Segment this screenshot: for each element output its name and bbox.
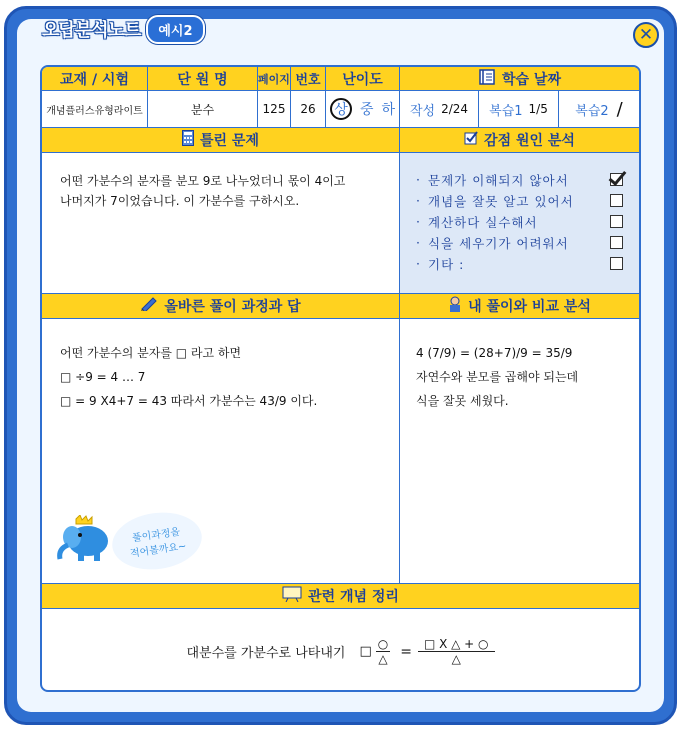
my-solution-label: 내 풀이와 비교 분석: [468, 299, 591, 315]
reason-item[interactable]: · 식을 세우기가 어려워서: [416, 232, 629, 253]
my-solution-area: [400, 319, 639, 584]
related-concepts-label: 관련 개념 정리: [308, 589, 399, 605]
reason-item[interactable]: · 계산하다 실수해서: [416, 211, 629, 232]
written-value[interactable]: 2/24: [441, 102, 469, 116]
wrong-problem-label: 틀린 문제: [200, 133, 259, 149]
problem-line-1: 어떤 가분수의 분자를 분모 9로 나누었더니 몫이 4이고: [60, 174, 346, 188]
check-note-icon: [464, 131, 478, 149]
reason-label: 계산하다 실수해서: [428, 214, 538, 230]
reason-label: 문제가 이해되지 않아서: [428, 172, 569, 188]
reason-checkbox[interactable]: [610, 236, 623, 249]
mine-line-2: 자연수와 분모를 곱해야 되는데: [416, 370, 579, 384]
reason-label: 개념을 잘못 알고 있어서: [428, 193, 574, 209]
result-numerator: □ X △ + ○: [418, 637, 495, 652]
correct-solution-area: [42, 319, 400, 584]
reason-checkbox[interactable]: [610, 215, 623, 228]
section-row-3: [42, 584, 639, 609]
close-button[interactable]: [633, 22, 659, 48]
mine-line-3: 식을 잘못 세웠다.: [416, 394, 509, 408]
reason-label: 기타 :: [428, 256, 465, 272]
my-solution-header: [400, 294, 639, 319]
header-page: 페이지: [258, 67, 291, 91]
correct-line-1: 어떤 가분수의 분자를 □ 라고 하면: [60, 346, 242, 360]
section-row-1: [42, 128, 639, 153]
review2-label: 복습2: [575, 103, 609, 119]
bubble-line-2: 적어볼까요~: [129, 541, 188, 560]
result-denominator: △: [451, 652, 461, 666]
related-concepts-header: [42, 584, 639, 609]
reason-item[interactable]: · 문제가 이해되지 않아서: [416, 169, 629, 190]
problem-text-area: [42, 153, 400, 294]
page-value[interactable]: 125: [258, 91, 291, 128]
correct-line-3: □ = 9 X4+7 = 43 따라서 가분수는 43/9 이다.: [60, 394, 318, 408]
difficulty-options: [326, 91, 400, 128]
improper-fraction: [418, 637, 495, 666]
review1-label: 복습1: [489, 103, 523, 119]
concept-whole: □: [359, 644, 372, 659]
header-number: 번호: [291, 67, 326, 91]
header-textbook: 교재 / 시험: [42, 67, 148, 91]
reason-item[interactable]: · 기타 :: [416, 253, 629, 274]
written-label: 작성: [409, 103, 436, 119]
header-row: [42, 67, 639, 91]
header-difficulty: 난이도: [326, 67, 400, 91]
concept-row: [42, 609, 639, 692]
correct-solution-label: 올바른 풀이 과정과 답: [164, 299, 301, 315]
info-row: [42, 91, 639, 128]
deduction-reason-label: 감점 원인 분석: [484, 133, 575, 149]
unit-value[interactable]: 분수: [148, 91, 258, 128]
wrong-problem-header: [42, 128, 400, 153]
correct-solution-header: [42, 294, 400, 319]
study-date-label: 학습 날짜: [502, 71, 561, 88]
difficulty-low[interactable]: 하: [381, 102, 395, 118]
notebook-icon: [478, 69, 496, 89]
written-date: [400, 91, 479, 128]
reason-checkbox[interactable]: [610, 257, 623, 270]
review1-date: [479, 91, 559, 128]
reason-checkbox[interactable]: [610, 194, 623, 207]
problem-row: [42, 153, 639, 294]
board-icon: [282, 586, 302, 606]
example-badge: 예시2: [146, 15, 204, 44]
review2-date: [559, 91, 639, 128]
bubble-line-1: 풀이과정을: [131, 526, 181, 545]
close-icon: ✕: [638, 24, 654, 45]
speech-bubble: [109, 507, 206, 575]
concept-text: 대분수를 가분수로 나타내기: [186, 646, 346, 661]
note-sheet: [40, 65, 641, 692]
concept-equals: =: [400, 643, 412, 660]
window-title: [42, 14, 205, 44]
problem-line-2: 나머지가 7이었습니다. 이 가분수를 구하시오.: [60, 194, 300, 208]
mine-line-1: 4 (7/9) = (28+7)/9 = 35/9: [416, 346, 573, 360]
reason-checkbox[interactable]: [610, 173, 623, 186]
header-unit: 단 원 명: [148, 67, 258, 91]
reason-list: [400, 153, 639, 294]
elephant-mascot-icon: [56, 515, 112, 569]
review1-value[interactable]: 1/5: [528, 102, 548, 116]
deduction-reason-header: [400, 128, 639, 153]
solution-row: [42, 319, 639, 584]
pencil-icon: [140, 297, 158, 315]
calculator-icon: [182, 130, 194, 150]
mixed-fraction: [376, 637, 390, 666]
concept-area: [42, 609, 639, 692]
concept-numerator: ○: [377, 637, 389, 651]
header-study-date: [400, 67, 639, 91]
reason-item[interactable]: · 개념을 잘못 알고 있어서: [416, 190, 629, 211]
section-row-2: [42, 294, 639, 319]
title-text: 오답분석노트: [42, 20, 141, 41]
number-value[interactable]: 26: [291, 91, 326, 128]
reason-label: 식을 세우기가 어려워서: [428, 235, 569, 251]
textbook-value[interactable]: 개념플러스유형라이트: [42, 91, 148, 128]
difficulty-mid[interactable]: 중: [359, 102, 374, 118]
concept-denominator: △: [378, 652, 388, 666]
student-icon: [448, 296, 462, 316]
correct-line-2: □ ÷9 = 4 … 7: [60, 370, 146, 384]
review2-value[interactable]: /: [616, 98, 623, 120]
difficulty-high[interactable]: 상: [330, 98, 352, 120]
